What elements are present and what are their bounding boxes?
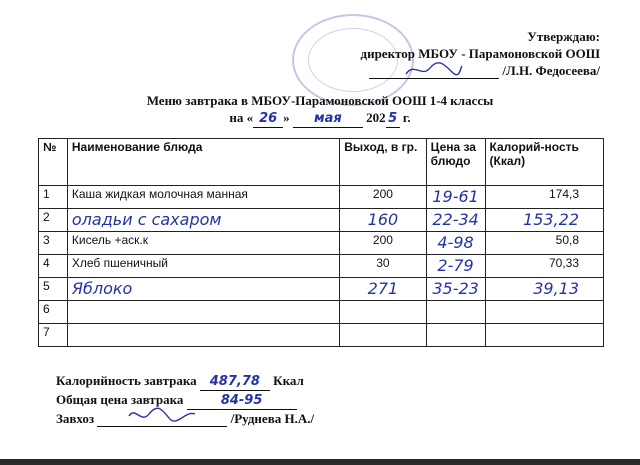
row-output: 160 [340,209,426,232]
director-signature-row [361,62,600,79]
row-calories [485,301,604,324]
date-quote: » [283,110,290,125]
row-num: 2 [39,209,68,232]
row-calories: 70,33 [485,255,604,278]
footer-block [56,372,314,427]
header-name: Наименование блюда [67,139,339,186]
row-name: Кисель +аск.к [67,232,339,255]
row-price: 22-34 [426,209,485,232]
menu-table [38,138,604,347]
row-num: 3 [39,232,68,255]
storekeeper-label: Завхоз [56,411,95,426]
row-name: оладьи с сахаром [67,209,339,232]
row-name: Каша жидкая молочная манная [67,186,339,209]
storekeeper-signature-line [97,412,227,427]
menu-title-date [0,109,640,128]
row-output: 200 [340,232,426,255]
row-calories: 50,8 [485,232,604,255]
row-price: 4-98 [426,232,485,255]
table-row [39,186,604,209]
date-year-digit: 5 [386,110,400,128]
storekeeper-name: /Руднева Н.А./ [230,411,315,426]
row-name: Хлеб пшеничный [67,255,339,278]
approval-heading: Утверждаю: [527,29,600,44]
footer-calories-row [56,372,314,391]
row-calories: 39,13 [485,278,604,301]
header-num: № [39,139,68,186]
menu-title-line1: Меню завтрака в МБОУ-Парамоновской ООШ 1-4 классы [146,93,494,108]
date-year-prefix: 202 [366,110,386,125]
table-row [39,301,604,324]
row-num: 4 [39,255,68,278]
approval-block [361,28,600,79]
row-price: 35-23 [426,278,485,301]
row-output: 30 [340,255,426,278]
price-total: 84-95 [187,392,297,410]
scan-edge [0,459,640,465]
table-header-row [39,139,604,186]
row-price [426,324,485,347]
row-price: 2-79 [426,255,485,278]
storekeeper-signature-scribble [127,406,197,424]
row-num: 5 [39,278,68,301]
date-month: мая [293,110,363,128]
price-label: Общая цена завтрака [56,392,184,407]
director-signature-scribble [404,62,464,78]
header-price: Цена за блюдо [426,139,485,186]
row-num: 6 [39,301,68,324]
row-name: Яблоко [67,278,339,301]
director-signature-line [369,66,499,79]
row-num: 7 [39,324,68,347]
row-output [340,301,426,324]
calories-total: 487,78 [200,373,270,391]
date-day: 26 [253,110,283,128]
header-output: Выход, в гр. [340,139,426,186]
calories-label: Калорийность завтрака [56,373,197,388]
row-calories [485,324,604,347]
row-num: 1 [39,186,68,209]
header-calories: Калорий-ность (Ккал) [485,139,604,186]
director-position: директор МБОУ - Парамоновской ООШ [360,46,600,61]
row-calories: 153,22 [485,209,604,232]
table-row [39,278,604,301]
table-row [39,232,604,255]
menu-title [0,92,640,128]
calories-unit: Ккал [273,373,304,388]
table-row [39,324,604,347]
row-output: 271 [340,278,426,301]
row-output: 200 [340,186,426,209]
table-row [39,255,604,278]
footer-storekeeper-row [56,410,314,427]
row-output [340,324,426,347]
table-row [39,209,604,232]
date-year-suffix: г. [402,110,411,125]
row-name [67,324,339,347]
row-name [67,301,339,324]
date-prefix: на « [229,110,254,125]
director-name: /Л.Н. Федосеева/ [502,63,600,78]
row-price: 19-61 [426,186,485,209]
row-price [426,301,485,324]
row-calories: 174,3 [485,186,604,209]
